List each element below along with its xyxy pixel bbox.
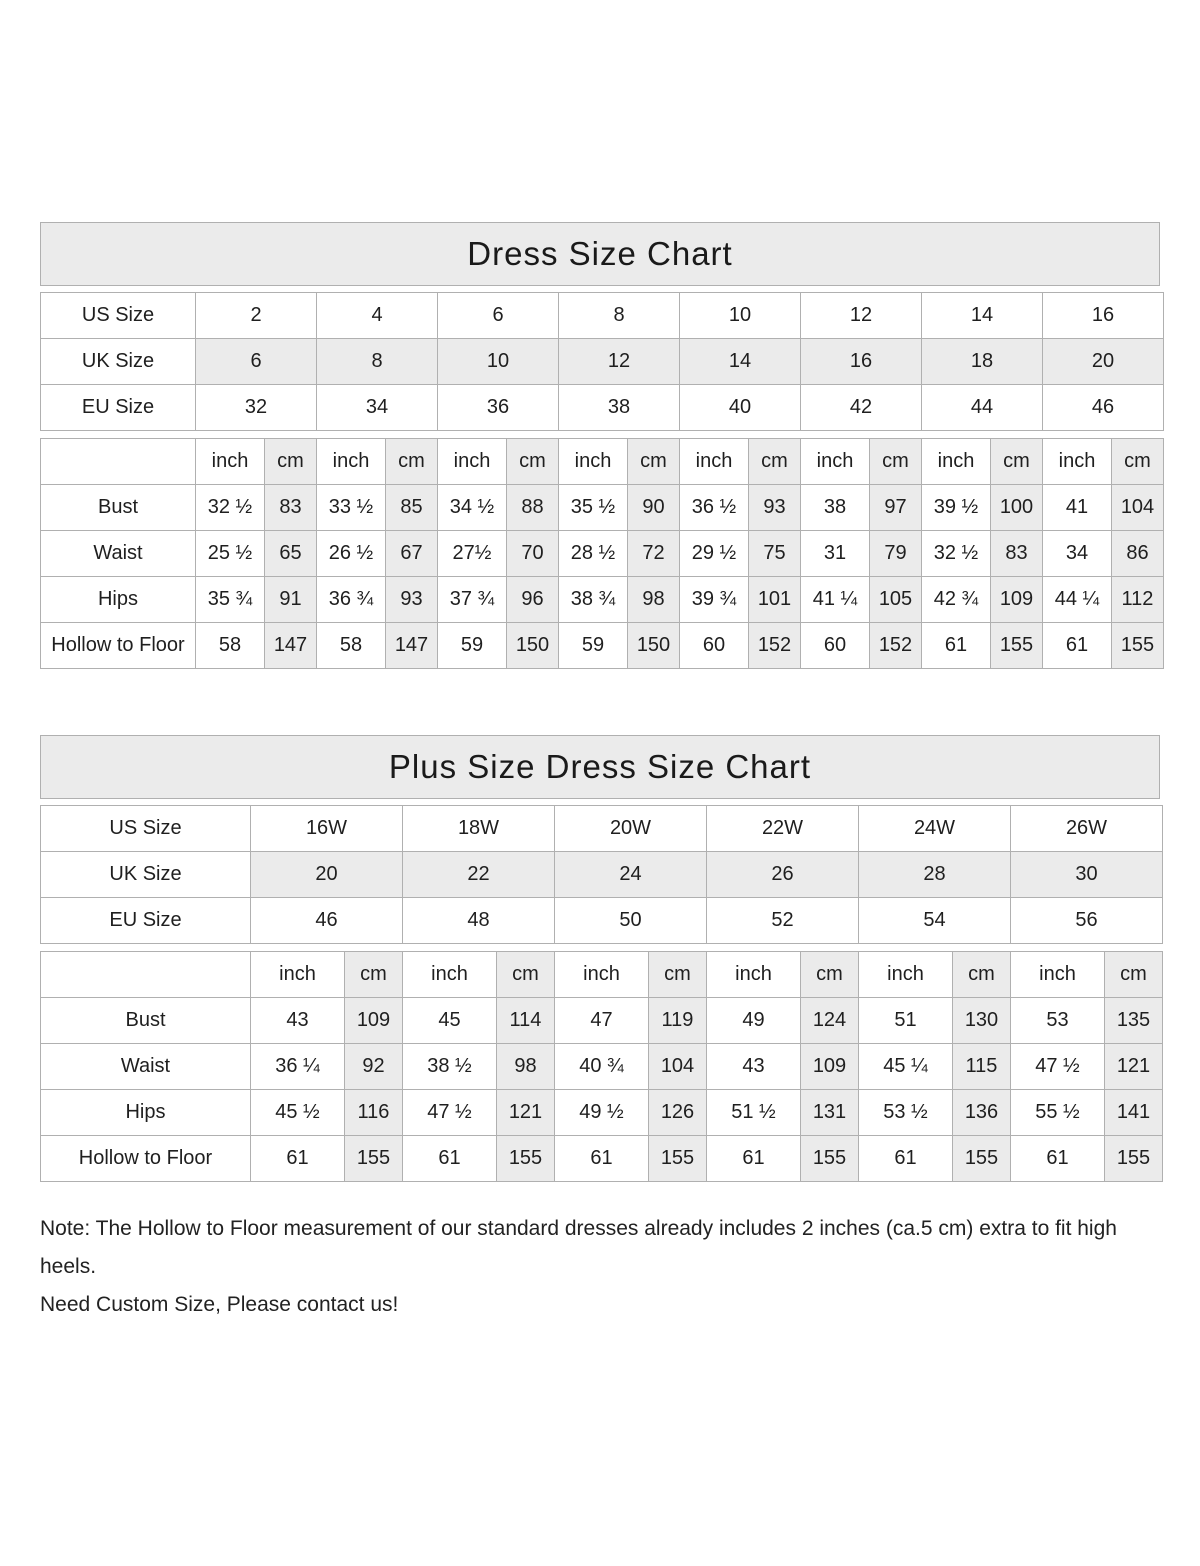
size-value-cell: 54	[859, 898, 1011, 944]
size-value-cell: 14	[922, 293, 1043, 339]
unit-cm-header-cell: cm	[497, 952, 555, 998]
size-value-cell: 46	[1043, 385, 1164, 431]
unit-cm-header-cell: cm	[1112, 439, 1164, 485]
inch-value-cell: 59	[559, 623, 628, 669]
cm-value-cell: 91	[265, 577, 317, 623]
cm-value-cell: 155	[1112, 623, 1164, 669]
inch-value-cell: 47 ½	[403, 1090, 497, 1136]
cm-value-cell: 147	[386, 623, 438, 669]
cm-value-cell: 155	[801, 1136, 859, 1182]
inch-value-cell: 61	[555, 1136, 649, 1182]
cm-value-cell: 79	[870, 531, 922, 577]
unit-cm-header-cell: cm	[649, 952, 707, 998]
unit-header-row	[41, 439, 1164, 485]
size-row-label: UK Size	[41, 339, 196, 385]
inch-value-cell: 38 ¾	[559, 577, 628, 623]
measurement-row-label: Bust	[41, 998, 251, 1044]
cm-value-cell: 109	[345, 998, 403, 1044]
size-row-label: UK Size	[41, 852, 251, 898]
sizes-table	[40, 805, 1163, 944]
plus-chart-title: Plus Size Dress Size Chart	[40, 735, 1160, 799]
note-text	[40, 1210, 1160, 1324]
inch-value-cell: 45 ¼	[859, 1044, 953, 1090]
unit-inch-header-cell: inch	[922, 439, 991, 485]
cm-value-cell: 150	[507, 623, 559, 669]
size-value-cell: 16	[801, 339, 922, 385]
measurement-row-label: Hollow to Floor	[41, 1136, 251, 1182]
note-line-heels: Note: The Hollow to Floor measurement of our standard dresses already includes 2 inches (ca.5 cm) extra to fit high heels.	[40, 1217, 1117, 1278]
size-value-cell: 24	[555, 852, 707, 898]
inch-value-cell: 26 ½	[317, 531, 386, 577]
inch-value-cell: 41	[1043, 485, 1112, 531]
standard-chart-tables	[40, 292, 1160, 669]
standard-size-chart	[40, 222, 1160, 669]
size-value-cell: 40	[680, 385, 801, 431]
size-value-cell: 4	[317, 293, 438, 339]
measurement-row	[41, 623, 1164, 669]
measurement-row-label: Hollow to Floor	[41, 623, 196, 669]
size-value-cell: 48	[403, 898, 555, 944]
cm-value-cell: 112	[1112, 577, 1164, 623]
inch-value-cell: 34	[1043, 531, 1112, 577]
note-line-custom-size: Need Custom Size, Please contact us!	[40, 1293, 399, 1316]
size-value-cell: 50	[555, 898, 707, 944]
cm-value-cell: 90	[628, 485, 680, 531]
cm-value-cell: 115	[953, 1044, 1011, 1090]
size-value-cell: 24W	[859, 806, 1011, 852]
cm-value-cell: 86	[1112, 531, 1164, 577]
size-value-cell: 22W	[707, 806, 859, 852]
measurement-row-label: Waist	[41, 531, 196, 577]
size-value-cell: 44	[922, 385, 1043, 431]
unit-cm-header-cell: cm	[953, 952, 1011, 998]
inch-value-cell: 44 ¼	[1043, 577, 1112, 623]
cm-value-cell: 121	[497, 1090, 555, 1136]
inch-value-cell: 51	[859, 998, 953, 1044]
unit-inch-header-cell: inch	[559, 439, 628, 485]
unit-inch-header-cell: inch	[251, 952, 345, 998]
size-value-cell: 46	[251, 898, 403, 944]
inch-value-cell: 25 ½	[196, 531, 265, 577]
cm-value-cell: 124	[801, 998, 859, 1044]
cm-value-cell: 136	[953, 1090, 1011, 1136]
cm-value-cell: 93	[386, 577, 438, 623]
inch-value-cell: 58	[317, 623, 386, 669]
unit-inch-header-cell: inch	[403, 952, 497, 998]
cm-value-cell: 105	[870, 577, 922, 623]
size-value-cell: 32	[196, 385, 317, 431]
unit-inch-header-cell: inch	[680, 439, 749, 485]
cm-value-cell: 65	[265, 531, 317, 577]
size-row-label: EU Size	[41, 898, 251, 944]
cm-value-cell: 147	[265, 623, 317, 669]
inch-value-cell: 32 ½	[922, 531, 991, 577]
inch-value-cell: 61	[859, 1136, 953, 1182]
inch-value-cell: 35 ½	[559, 485, 628, 531]
inch-value-cell: 33 ½	[317, 485, 386, 531]
cm-value-cell: 155	[1105, 1136, 1163, 1182]
inch-value-cell: 37 ¾	[438, 577, 507, 623]
size-value-cell: 16	[1043, 293, 1164, 339]
size-value-cell: 20	[1043, 339, 1164, 385]
measurements-table	[40, 951, 1163, 1182]
unit-cm-header-cell: cm	[507, 439, 559, 485]
unit-inch-header-cell: inch	[1043, 439, 1112, 485]
inch-value-cell: 34 ½	[438, 485, 507, 531]
inch-value-cell: 47 ½	[1011, 1044, 1105, 1090]
inch-value-cell: 36 ¼	[251, 1044, 345, 1090]
cm-value-cell: 67	[386, 531, 438, 577]
cm-value-cell: 135	[1105, 998, 1163, 1044]
unit-inch-header-cell: inch	[859, 952, 953, 998]
unit-header-blank-cell	[41, 952, 251, 998]
unit-inch-header-cell: inch	[801, 439, 870, 485]
inch-value-cell: 60	[801, 623, 870, 669]
measurement-row	[41, 1090, 1163, 1136]
inch-value-cell: 41 ¼	[801, 577, 870, 623]
size-value-cell: 6	[196, 339, 317, 385]
inch-value-cell: 29 ½	[680, 531, 749, 577]
size-value-cell: 34	[317, 385, 438, 431]
inch-value-cell: 61	[1043, 623, 1112, 669]
size-value-cell: 36	[438, 385, 559, 431]
size-value-cell: 10	[438, 339, 559, 385]
inch-value-cell: 53 ½	[859, 1090, 953, 1136]
inch-value-cell: 43	[251, 998, 345, 1044]
measurement-row	[41, 1044, 1163, 1090]
size-value-cell: 20	[251, 852, 403, 898]
size-value-cell: 38	[559, 385, 680, 431]
unit-inch-header-cell: inch	[196, 439, 265, 485]
unit-cm-header-cell: cm	[870, 439, 922, 485]
inch-value-cell: 61	[403, 1136, 497, 1182]
cm-value-cell: 93	[749, 485, 801, 531]
cm-value-cell: 70	[507, 531, 559, 577]
inch-value-cell: 35 ¾	[196, 577, 265, 623]
unit-cm-header-cell: cm	[345, 952, 403, 998]
cm-value-cell: 130	[953, 998, 1011, 1044]
cm-value-cell: 141	[1105, 1090, 1163, 1136]
size-value-cell: 10	[680, 293, 801, 339]
cm-value-cell: 97	[870, 485, 922, 531]
inch-value-cell: 36 ½	[680, 485, 749, 531]
cm-value-cell: 119	[649, 998, 707, 1044]
unit-cm-header-cell: cm	[628, 439, 680, 485]
size-row-label: US Size	[41, 293, 196, 339]
measurement-row	[41, 577, 1164, 623]
inch-value-cell: 58	[196, 623, 265, 669]
cm-value-cell: 155	[497, 1136, 555, 1182]
size-value-cell: 26W	[1011, 806, 1163, 852]
size-value-cell: 42	[801, 385, 922, 431]
size-row	[41, 852, 1163, 898]
size-row	[41, 898, 1163, 944]
cm-value-cell: 83	[265, 485, 317, 531]
measurements-table	[40, 438, 1164, 669]
cm-value-cell: 104	[649, 1044, 707, 1090]
inch-value-cell: 39 ¾	[680, 577, 749, 623]
unit-inch-header-cell: inch	[438, 439, 507, 485]
inch-value-cell: 61	[1011, 1136, 1105, 1182]
inch-value-cell: 38	[801, 485, 870, 531]
measurement-row	[41, 998, 1163, 1044]
measurement-row-label: Waist	[41, 1044, 251, 1090]
unit-inch-header-cell: inch	[707, 952, 801, 998]
sizes-table	[40, 292, 1164, 431]
cm-value-cell: 104	[1112, 485, 1164, 531]
inch-value-cell: 40 ¾	[555, 1044, 649, 1090]
cm-value-cell: 85	[386, 485, 438, 531]
inch-value-cell: 38 ½	[403, 1044, 497, 1090]
inch-value-cell: 49	[707, 998, 801, 1044]
size-value-cell: 12	[801, 293, 922, 339]
inch-value-cell: 45 ½	[251, 1090, 345, 1136]
size-value-cell: 14	[680, 339, 801, 385]
inch-value-cell: 42 ¾	[922, 577, 991, 623]
size-row	[41, 293, 1164, 339]
size-value-cell: 8	[317, 339, 438, 385]
unit-cm-header-cell: cm	[801, 952, 859, 998]
unit-cm-header-cell: cm	[265, 439, 317, 485]
inch-value-cell: 61	[707, 1136, 801, 1182]
size-value-cell: 16W	[251, 806, 403, 852]
unit-cm-header-cell: cm	[386, 439, 438, 485]
cm-value-cell: 101	[749, 577, 801, 623]
plus-chart-tables	[40, 805, 1160, 1182]
inch-value-cell: 32 ½	[196, 485, 265, 531]
measurement-row	[41, 1136, 1163, 1182]
inch-value-cell: 27½	[438, 531, 507, 577]
size-value-cell: 18W	[403, 806, 555, 852]
size-value-cell: 26	[707, 852, 859, 898]
unit-inch-header-cell: inch	[1011, 952, 1105, 998]
inch-value-cell: 45	[403, 998, 497, 1044]
cm-value-cell: 72	[628, 531, 680, 577]
inch-value-cell: 61	[922, 623, 991, 669]
cm-value-cell: 155	[649, 1136, 707, 1182]
size-value-cell: 30	[1011, 852, 1163, 898]
measurement-row-label: Hips	[41, 1090, 251, 1136]
cm-value-cell: 98	[628, 577, 680, 623]
cm-value-cell: 155	[953, 1136, 1011, 1182]
cm-value-cell: 155	[991, 623, 1043, 669]
inch-value-cell: 31	[801, 531, 870, 577]
unit-header-row	[41, 952, 1163, 998]
size-value-cell: 18	[922, 339, 1043, 385]
cm-value-cell: 155	[345, 1136, 403, 1182]
cm-value-cell: 83	[991, 531, 1043, 577]
cm-value-cell: 96	[507, 577, 559, 623]
cm-value-cell: 98	[497, 1044, 555, 1090]
size-row-label: EU Size	[41, 385, 196, 431]
size-value-cell: 52	[707, 898, 859, 944]
inch-value-cell: 61	[251, 1136, 345, 1182]
size-row-label: US Size	[41, 806, 251, 852]
cm-value-cell: 88	[507, 485, 559, 531]
cm-value-cell: 75	[749, 531, 801, 577]
size-value-cell: 6	[438, 293, 559, 339]
size-value-cell: 12	[559, 339, 680, 385]
unit-header-blank-cell	[41, 439, 196, 485]
inch-value-cell: 28 ½	[559, 531, 628, 577]
cm-value-cell: 121	[1105, 1044, 1163, 1090]
plus-size-chart	[40, 735, 1160, 1182]
cm-value-cell: 131	[801, 1090, 859, 1136]
inch-value-cell: 49 ½	[555, 1090, 649, 1136]
unit-inch-header-cell: inch	[555, 952, 649, 998]
inch-value-cell: 43	[707, 1044, 801, 1090]
size-value-cell: 22	[403, 852, 555, 898]
cm-value-cell: 126	[649, 1090, 707, 1136]
size-row	[41, 806, 1163, 852]
inch-value-cell: 36 ¾	[317, 577, 386, 623]
inch-value-cell: 55 ½	[1011, 1090, 1105, 1136]
inch-value-cell: 60	[680, 623, 749, 669]
size-value-cell: 20W	[555, 806, 707, 852]
inch-value-cell: 39 ½	[922, 485, 991, 531]
cm-value-cell: 100	[991, 485, 1043, 531]
size-value-cell: 2	[196, 293, 317, 339]
unit-cm-header-cell: cm	[991, 439, 1043, 485]
unit-cm-header-cell: cm	[1105, 952, 1163, 998]
cm-value-cell: 152	[870, 623, 922, 669]
inch-value-cell: 47	[555, 998, 649, 1044]
size-value-cell: 28	[859, 852, 1011, 898]
size-value-cell: 56	[1011, 898, 1163, 944]
unit-inch-header-cell: inch	[317, 439, 386, 485]
cm-value-cell: 152	[749, 623, 801, 669]
measurement-row-label: Bust	[41, 485, 196, 531]
cm-value-cell: 109	[991, 577, 1043, 623]
cm-value-cell: 116	[345, 1090, 403, 1136]
inch-value-cell: 51 ½	[707, 1090, 801, 1136]
unit-cm-header-cell: cm	[749, 439, 801, 485]
size-row	[41, 339, 1164, 385]
cm-value-cell: 150	[628, 623, 680, 669]
size-row	[41, 385, 1164, 431]
measurement-row	[41, 485, 1164, 531]
cm-value-cell: 92	[345, 1044, 403, 1090]
standard-chart-title: Dress Size Chart	[40, 222, 1160, 286]
measurement-row	[41, 531, 1164, 577]
measurement-row-label: Hips	[41, 577, 196, 623]
cm-value-cell: 109	[801, 1044, 859, 1090]
inch-value-cell: 59	[438, 623, 507, 669]
cm-value-cell: 114	[497, 998, 555, 1044]
size-value-cell: 8	[559, 293, 680, 339]
inch-value-cell: 53	[1011, 998, 1105, 1044]
